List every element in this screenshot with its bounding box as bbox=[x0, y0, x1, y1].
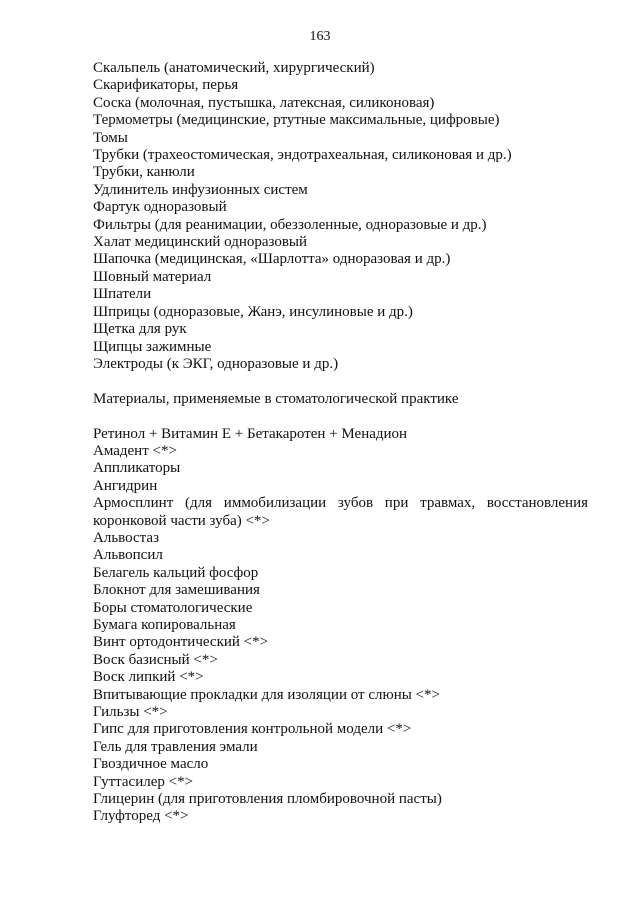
list-item: Бумага копировальная bbox=[93, 616, 236, 633]
list-item: Шапочка (медицинская, «Шарлотта» одноразовая и др.) bbox=[93, 251, 451, 268]
list-item: Ретинол + Витамин Е + Бетакаротен + Менадион bbox=[93, 425, 408, 442]
section-heading: Материалы, применяемые в стоматологической практике bbox=[93, 390, 459, 407]
list-item: Трубки, канюли bbox=[93, 164, 195, 181]
list-item: Блокнот для замешивания bbox=[93, 582, 260, 599]
list-item: Аппликаторы bbox=[93, 460, 181, 477]
page-number: 163 bbox=[309, 29, 331, 44]
list-item: Винт ортодонтический <*> bbox=[93, 634, 269, 651]
list-item: Армосплинт (для иммобилизации зубов при травмах, восстановления коронковой части зуба) <*> bbox=[93, 495, 588, 529]
list-item: Глицерин (для приготовления пломбировочной пасты) bbox=[93, 791, 442, 808]
supplies-list bbox=[93, 60, 588, 373]
list-item: Амадент <*> bbox=[93, 442, 177, 459]
list-item: Гуттасилер <*> bbox=[93, 773, 194, 790]
list-item: Трубки (трахеостомическая, эндотрахеальная, силиконовая и др.) bbox=[93, 147, 512, 164]
list-item: Белагель кальций фосфор bbox=[93, 564, 259, 581]
list-item: Томы bbox=[93, 129, 128, 146]
list-item: Гильзы <*> bbox=[93, 704, 168, 720]
list-item: Фартук одноразовый bbox=[93, 199, 227, 216]
list-item: Щетка для рук bbox=[93, 321, 187, 338]
list-item: Скальпель (анатомический, хирургический) bbox=[93, 60, 375, 76]
list-item: Ангидрин bbox=[93, 477, 158, 494]
list-item: Щипцы зажимные bbox=[93, 338, 212, 355]
document-body bbox=[93, 60, 588, 826]
list-item: Альвостаз bbox=[93, 529, 159, 546]
list-item: Фильтры (для реанимации, обеззоленные, одноразовые и др.) bbox=[93, 216, 487, 233]
list-item: Воск базисный <*> bbox=[93, 651, 218, 668]
list-item: Гель для травления эмали bbox=[93, 738, 258, 755]
list-item: Шпатели bbox=[93, 286, 152, 303]
list-item: Скарификаторы, перья bbox=[93, 77, 239, 94]
list-item: Шприцы (одноразовые, Жанэ, инсулиновые и др.) bbox=[93, 303, 413, 320]
list-item: Электроды (к ЭКГ, одноразовые и др.) bbox=[93, 355, 339, 372]
list-item: Воск липкий <*> bbox=[93, 669, 204, 686]
list-item: Соска (молочная, пустышка, латексная, силиконовая) bbox=[93, 94, 435, 111]
list-item: Боры стоматологические bbox=[93, 599, 253, 616]
list-item: Удлинитель инфузионных систем bbox=[93, 181, 308, 198]
dental-materials-list bbox=[93, 426, 588, 826]
list-item: Впитывающие прокладки для изоляции от слюны <*> bbox=[93, 686, 440, 703]
list-item: Альвопсил bbox=[93, 547, 163, 564]
list-item: Термометры (медицинские, ртутные максимальные, цифровые) bbox=[93, 112, 500, 129]
list-item: Гвоздичное масло bbox=[93, 756, 209, 773]
list-item: Глуфторед <*> bbox=[93, 808, 189, 825]
list-item: Халат медицинский одноразовый bbox=[93, 234, 308, 251]
list-item: Гипс для приготовления контрольной модели <*> bbox=[93, 721, 412, 738]
list-item: Шовный материал bbox=[93, 268, 212, 285]
